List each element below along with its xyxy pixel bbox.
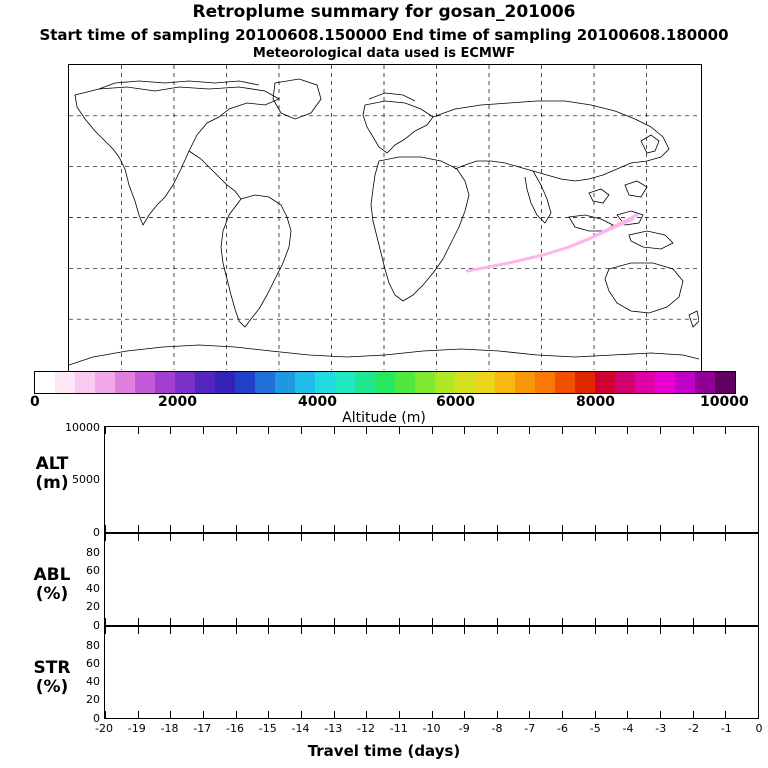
x-tick-label--18: -18 xyxy=(160,722,179,735)
x-tick-label--17: -17 xyxy=(193,722,212,735)
x-tick-labels xyxy=(95,722,763,736)
axis-tick xyxy=(268,627,269,634)
colorbar-swatch-34 xyxy=(715,372,735,393)
colorbar-swatch-5 xyxy=(135,372,155,393)
axis-tick xyxy=(105,711,106,718)
axis-tick xyxy=(105,627,106,634)
axis-tick xyxy=(627,525,628,532)
axis-tick xyxy=(170,525,171,532)
axis-tick xyxy=(660,525,661,532)
abl-ytick-40: 40 xyxy=(86,582,100,595)
axis-tick xyxy=(203,618,204,625)
axis-tick xyxy=(758,618,759,625)
axis-tick xyxy=(301,627,302,634)
axis-tick xyxy=(693,534,694,541)
colorbar-tick-4000: 4000 xyxy=(298,394,337,410)
retroplume-trace xyxy=(467,215,637,271)
x-tick-label--3: -3 xyxy=(655,722,667,735)
axis-tick xyxy=(595,427,596,434)
axis-tick xyxy=(334,427,335,434)
axis-tick xyxy=(236,427,237,434)
axis-tick xyxy=(432,627,433,634)
x-tick-label--6: -6 xyxy=(557,722,568,735)
colorbar-tick-10000: 10000 xyxy=(700,394,749,410)
axis-tick xyxy=(170,627,171,634)
axis-tick xyxy=(268,618,269,625)
axis-tick xyxy=(399,627,400,634)
abl-panel-ticks xyxy=(105,534,758,625)
axis-tick xyxy=(758,534,759,541)
axis-tick xyxy=(562,711,563,718)
x-tick-label--10: -10 xyxy=(422,722,441,735)
colorbar-swatch-9 xyxy=(215,372,235,393)
x-tick-label--7: -7 xyxy=(524,722,536,735)
axis-tick xyxy=(464,627,465,634)
axis-tick xyxy=(562,534,563,541)
axis-tick xyxy=(725,427,726,434)
axis-tick xyxy=(595,627,596,634)
axis-tick xyxy=(497,427,498,434)
x-tick-label--20: -20 xyxy=(95,722,113,735)
colorbar-tick-2000: 2000 xyxy=(158,394,197,410)
axis-tick xyxy=(105,618,106,625)
axis-tick xyxy=(334,525,335,532)
colorbar-swatch-10 xyxy=(235,372,255,393)
axis-tick xyxy=(301,618,302,625)
colorbar-swatch-16 xyxy=(355,372,375,393)
str-label-line1: STR xyxy=(33,658,71,678)
colorbar-swatch-21 xyxy=(455,372,475,393)
axis-tick xyxy=(432,711,433,718)
x-tick-label--1: -1 xyxy=(720,722,732,735)
met-data-line: Meteorological data used is ECMWF xyxy=(252,46,516,61)
axis-tick xyxy=(529,427,530,434)
x-tick-label--12: -12 xyxy=(357,722,375,735)
axis-tick xyxy=(693,711,694,718)
altitude-colorbar xyxy=(34,371,736,394)
abl-ytick-20: 20 xyxy=(86,600,100,613)
axis-tick xyxy=(529,618,530,625)
page-title: Retroplume summary for gosan_201006 xyxy=(192,2,576,22)
axis-tick xyxy=(366,618,367,625)
axis-tick xyxy=(660,427,661,434)
alt-label-line1: ALT xyxy=(35,454,69,474)
x-tick-label--5: -5 xyxy=(589,722,601,735)
abl-ytick-0: 0 xyxy=(93,619,100,632)
axis-tick xyxy=(497,627,498,634)
axis-tick xyxy=(366,534,367,541)
axis-tick xyxy=(758,525,759,532)
x-tick-label--9: -9 xyxy=(458,722,470,735)
axis-tick xyxy=(725,618,726,625)
axis-tick xyxy=(627,627,628,634)
axis-tick xyxy=(366,427,367,434)
axis-tick xyxy=(268,427,269,434)
str-ytick-40: 40 xyxy=(86,675,100,688)
axis-tick xyxy=(203,627,204,634)
map-gridlines xyxy=(69,65,699,370)
axis-tick xyxy=(529,534,530,541)
x-tick-label-0: 0 xyxy=(755,722,763,735)
str-panel-ticks xyxy=(105,627,758,718)
str-ytick-0: 0 xyxy=(93,712,100,725)
str-panel xyxy=(104,626,759,719)
colorbar-swatch-20 xyxy=(435,372,455,393)
axis-tick xyxy=(693,627,694,634)
x-axis-title: Travel time (days) xyxy=(307,742,461,760)
axis-tick xyxy=(497,525,498,532)
colorbar-swatch-27 xyxy=(575,372,595,393)
axis-tick xyxy=(334,618,335,625)
axis-tick xyxy=(366,525,367,532)
axis-tick xyxy=(497,618,498,625)
colorbar-swatch-17 xyxy=(375,372,395,393)
axis-tick xyxy=(758,427,759,434)
colorbar-swatch-2 xyxy=(75,372,95,393)
axis-tick xyxy=(301,525,302,532)
axis-tick xyxy=(138,525,139,532)
axis-tick xyxy=(236,618,237,625)
colorbar-swatch-1 xyxy=(55,372,75,393)
axis-tick xyxy=(203,525,204,532)
axis-tick xyxy=(399,534,400,541)
colorbar-swatch-28 xyxy=(595,372,615,393)
axis-tick xyxy=(725,525,726,532)
colorbar-swatch-18 xyxy=(395,372,415,393)
axis-tick xyxy=(301,711,302,718)
x-tick-label--4: -4 xyxy=(622,722,634,735)
axis-tick xyxy=(660,534,661,541)
axis-tick xyxy=(399,427,400,434)
axis-tick xyxy=(105,427,106,434)
axis-tick xyxy=(203,711,204,718)
alt-ytick-5000: 5000 xyxy=(72,473,100,486)
abl-label-line2: (%) xyxy=(35,584,69,604)
colorbar-swatch-8 xyxy=(195,372,215,393)
axis-tick xyxy=(203,427,204,434)
axis-tick xyxy=(595,711,596,718)
axis-tick xyxy=(660,711,661,718)
axis-tick xyxy=(529,627,530,634)
axis-tick xyxy=(464,427,465,434)
axis-tick xyxy=(562,627,563,634)
colorbar-swatch-4 xyxy=(115,372,135,393)
axis-tick xyxy=(693,427,694,434)
colorbar-swatch-15 xyxy=(335,372,355,393)
axis-tick xyxy=(170,711,171,718)
colorbar-swatch-32 xyxy=(675,372,695,393)
x-tick-label--13: -13 xyxy=(324,722,343,735)
axis-tick xyxy=(464,618,465,625)
axis-tick xyxy=(268,711,269,718)
alt-panel xyxy=(104,426,759,533)
axis-tick xyxy=(693,618,694,625)
world-map-svg xyxy=(69,65,699,370)
axis-tick xyxy=(399,525,400,532)
axis-tick xyxy=(399,711,400,718)
axis-tick xyxy=(627,618,628,625)
sampling-time-line: Start time of sampling 20100608.150000 End time of sampling 20100608.180000 xyxy=(39,26,729,44)
colorbar-swatch-22 xyxy=(475,372,495,393)
axis-tick xyxy=(595,618,596,625)
axis-tick xyxy=(170,618,171,625)
axis-tick xyxy=(464,711,465,718)
colorbar-swatch-24 xyxy=(515,372,535,393)
axis-tick xyxy=(660,618,661,625)
colorbar-swatch-26 xyxy=(555,372,575,393)
colorbar-swatch-19 xyxy=(415,372,435,393)
axis-tick xyxy=(497,711,498,718)
axis-tick xyxy=(758,711,759,718)
axis-tick xyxy=(529,711,530,718)
alt-ytick-0: 0 xyxy=(93,526,100,539)
axis-tick xyxy=(627,427,628,434)
axis-tick xyxy=(627,534,628,541)
colorbar-swatch-11 xyxy=(255,372,275,393)
alt-label-line2: (m) xyxy=(35,473,69,493)
axis-tick xyxy=(562,525,563,532)
axis-tick xyxy=(334,627,335,634)
colorbar-tick-6000: 6000 xyxy=(436,394,475,410)
colorbar-swatch-25 xyxy=(535,372,555,393)
axis-tick xyxy=(464,534,465,541)
str-ytick-20: 20 xyxy=(86,693,100,706)
axis-tick xyxy=(432,427,433,434)
axis-tick xyxy=(366,627,367,634)
str-ytick-60: 60 xyxy=(86,657,100,670)
axis-tick xyxy=(399,618,400,625)
axis-tick xyxy=(138,618,139,625)
str-ytick-80: 80 xyxy=(86,639,100,652)
axis-tick xyxy=(236,534,237,541)
axis-tick xyxy=(203,534,204,541)
alt-panel-ticks xyxy=(105,427,758,532)
axis-tick xyxy=(138,711,139,718)
colorbar-tick-8000: 8000 xyxy=(576,394,615,410)
axis-tick xyxy=(464,525,465,532)
colorbar-swatch-3 xyxy=(95,372,115,393)
colorbar-swatch-7 xyxy=(175,372,195,393)
colorbar-swatch-31 xyxy=(655,372,675,393)
colorbar-swatch-30 xyxy=(635,372,655,393)
axis-tick xyxy=(236,627,237,634)
axis-tick xyxy=(301,534,302,541)
x-tick-label--2: -2 xyxy=(688,722,699,735)
axis-tick xyxy=(170,534,171,541)
axis-tick xyxy=(432,525,433,532)
axis-tick xyxy=(660,627,661,634)
axis-tick xyxy=(725,711,726,718)
axis-tick xyxy=(138,534,139,541)
axis-tick xyxy=(497,534,498,541)
alt-ytick-10000: 10000 xyxy=(65,421,100,434)
axis-tick xyxy=(105,534,106,541)
axis-tick xyxy=(170,427,171,434)
abl-ytick-80: 80 xyxy=(86,546,100,559)
abl-ytick-60: 60 xyxy=(86,564,100,577)
axis-tick xyxy=(138,427,139,434)
colorbar-swatch-12 xyxy=(275,372,295,393)
colorbar-swatch-0 xyxy=(35,372,55,393)
axis-tick xyxy=(432,534,433,541)
axis-tick xyxy=(301,427,302,434)
colorbar-swatch-29 xyxy=(615,372,635,393)
axis-tick xyxy=(595,534,596,541)
axis-tick xyxy=(595,525,596,532)
axis-tick xyxy=(758,627,759,634)
axis-tick xyxy=(236,711,237,718)
x-tick-label--16: -16 xyxy=(226,722,244,735)
colorbar-tick-0: 0 xyxy=(30,394,40,410)
axis-tick xyxy=(105,525,106,532)
axis-tick xyxy=(432,618,433,625)
x-tick-label--11: -11 xyxy=(389,722,408,735)
world-map-panel xyxy=(68,64,702,373)
colorbar-swatch-14 xyxy=(315,372,335,393)
axis-tick xyxy=(529,525,530,532)
x-tick-label--15: -15 xyxy=(258,722,277,735)
axis-tick xyxy=(725,534,726,541)
axis-tick xyxy=(268,525,269,532)
axis-tick xyxy=(366,711,367,718)
axis-tick xyxy=(236,525,237,532)
x-tick-label--14: -14 xyxy=(291,722,310,735)
colorbar-swatch-33 xyxy=(695,372,715,393)
axis-tick xyxy=(627,711,628,718)
axis-tick xyxy=(138,627,139,634)
x-tick-label--19: -19 xyxy=(127,722,146,735)
axis-tick xyxy=(268,534,269,541)
axis-tick xyxy=(334,711,335,718)
colorbar-title: Altitude (m) xyxy=(342,410,426,426)
colorbar-swatch-13 xyxy=(295,372,315,393)
abl-panel xyxy=(104,533,759,626)
str-label-line2: (%) xyxy=(35,677,69,697)
axis-tick xyxy=(693,525,694,532)
axis-tick xyxy=(562,618,563,625)
x-tick-label--8: -8 xyxy=(491,722,503,735)
colorbar-swatch-23 xyxy=(495,372,515,393)
abl-label-line1: ABL xyxy=(33,565,71,585)
axis-tick xyxy=(334,534,335,541)
colorbar-swatch-6 xyxy=(155,372,175,393)
axis-tick xyxy=(562,427,563,434)
axis-tick xyxy=(725,627,726,634)
